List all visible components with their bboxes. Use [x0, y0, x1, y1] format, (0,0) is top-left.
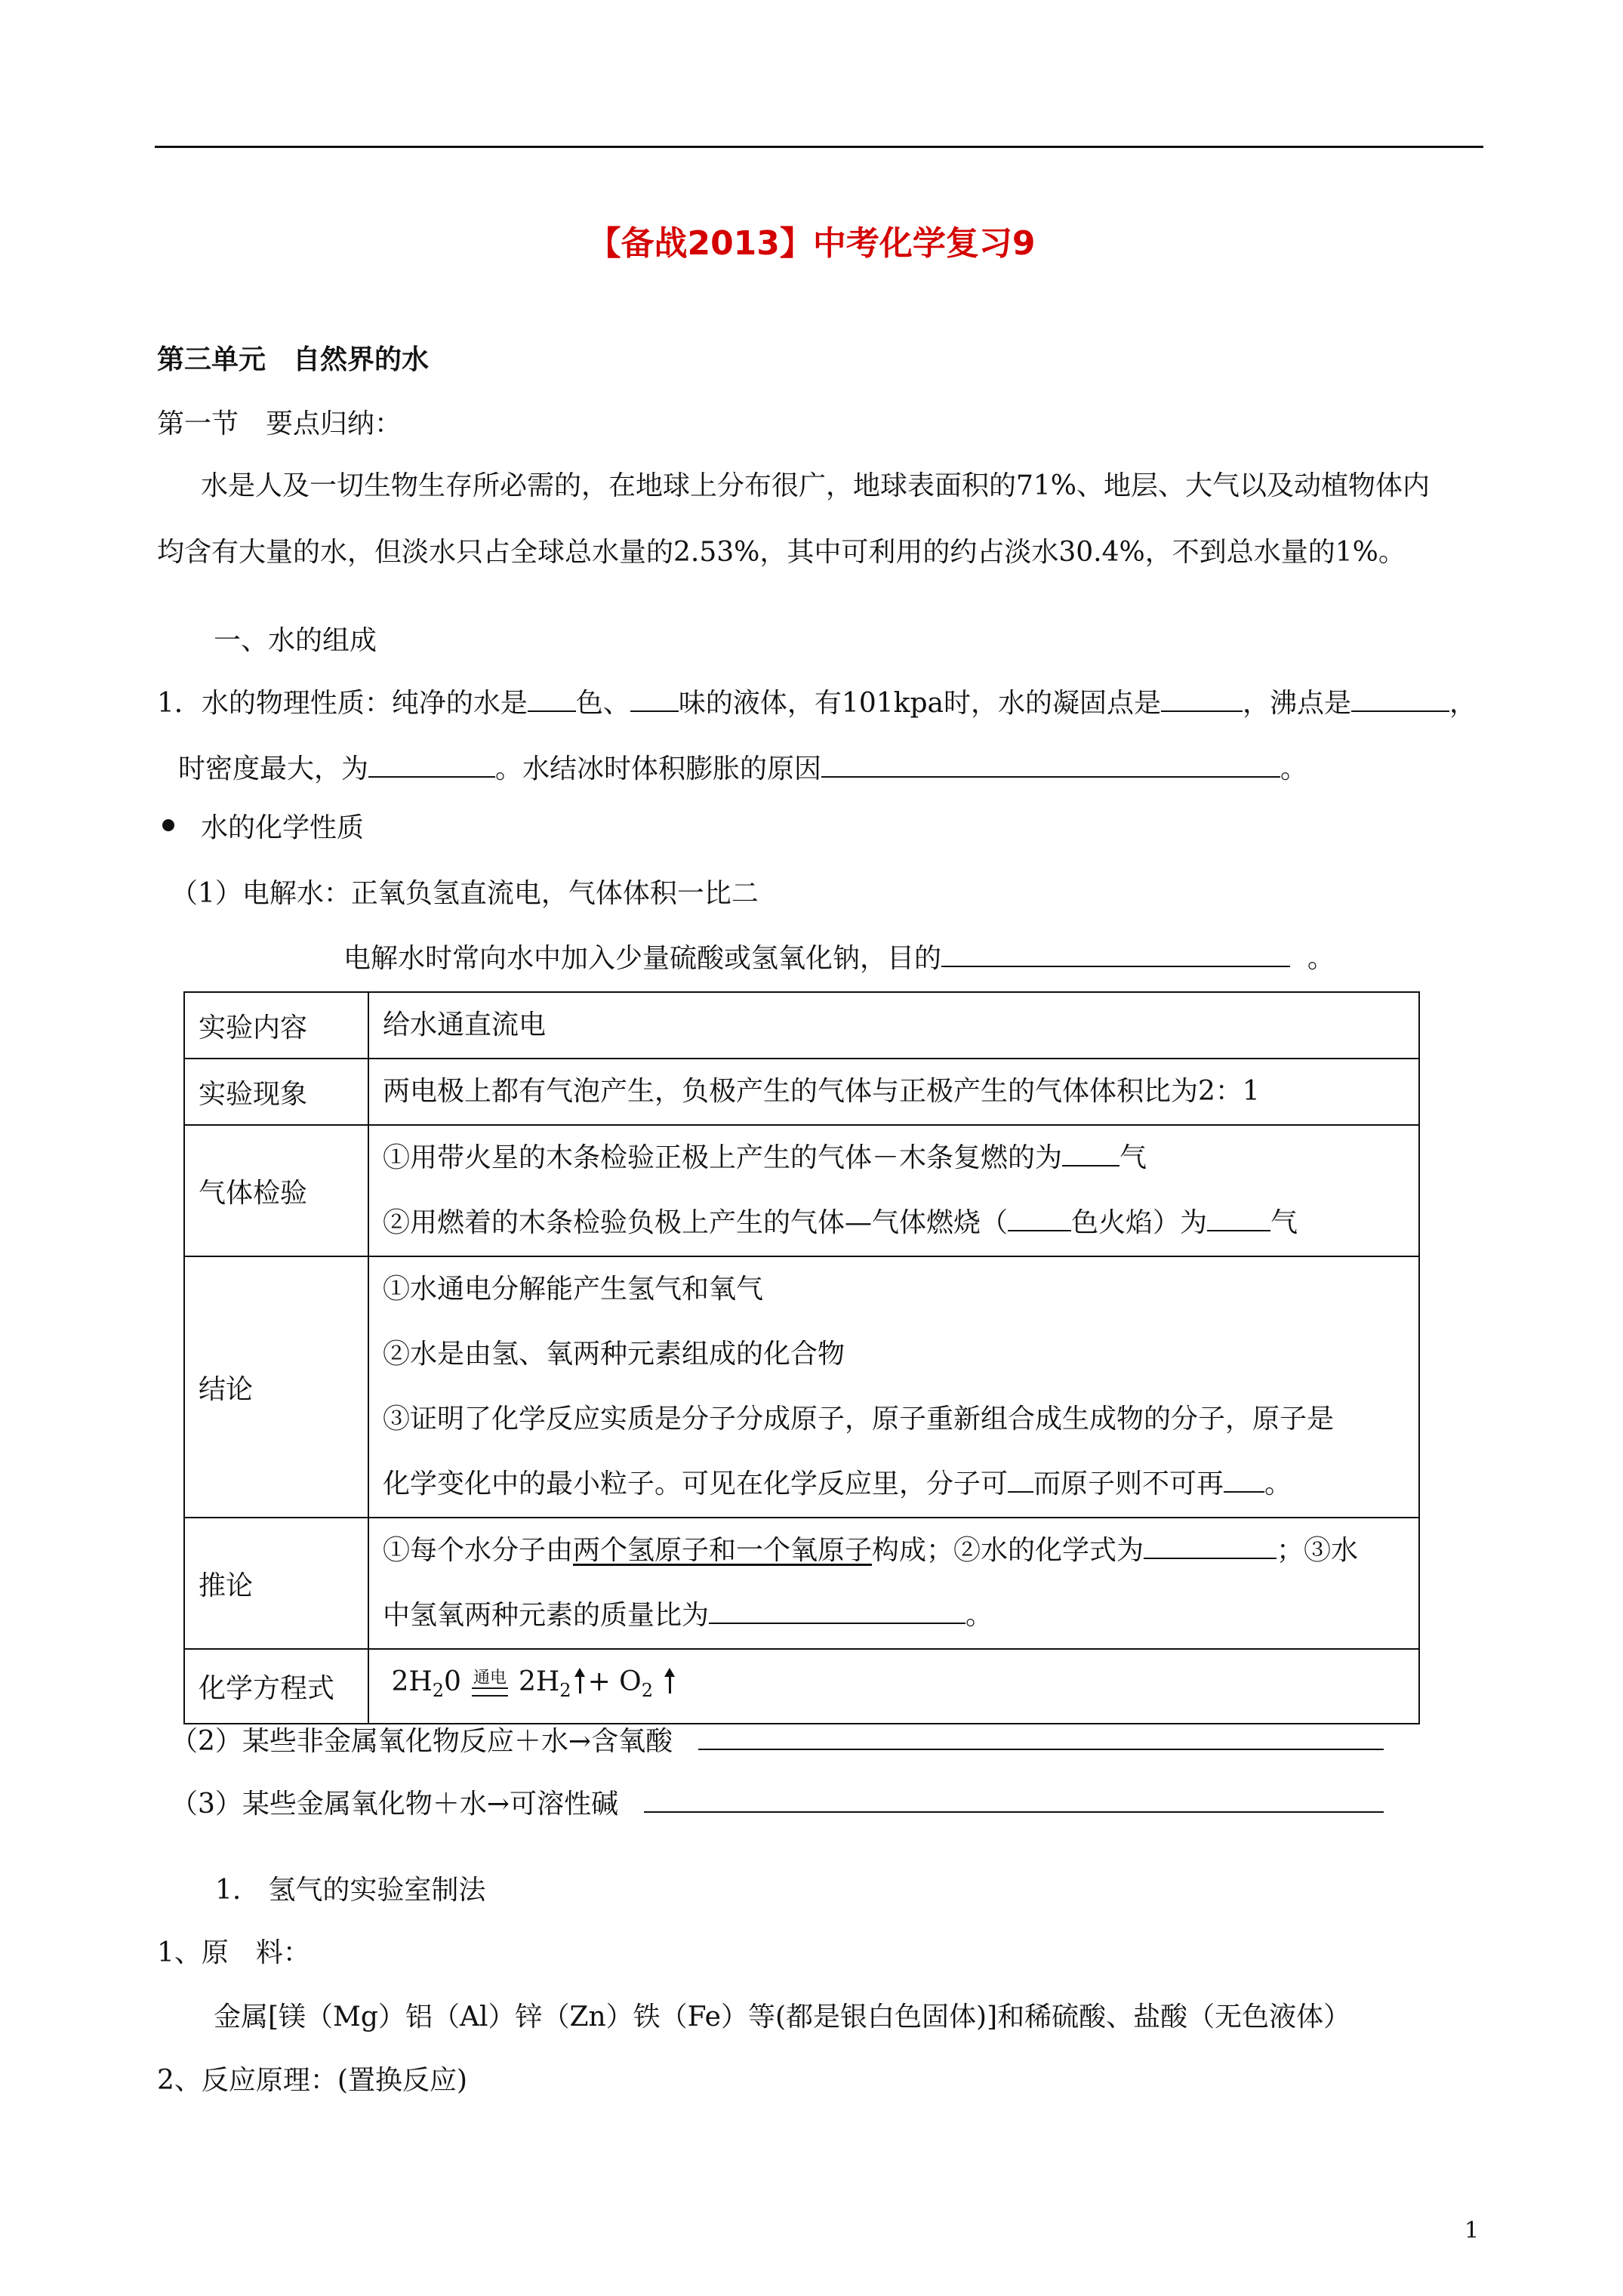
table-value: ①每个水分子由两个氢原子和一个氧原子构成；②水的化学式为 ；③水 中氢氧两种元素的质量比为 。 — [368, 1518, 1419, 1649]
up-arrow-icon — [576, 1668, 584, 1693]
table-value: ①用带火星的木条检验正极上产生的气体－木条复燃的为 气 ②用燃着的木条检验负极上产生的气体—气体燃烧（ 色火焰）为 气 — [368, 1125, 1419, 1256]
electrolysis-line-1: （1）电解水：正氧负氢直流电，气体体积一比二 — [171, 878, 759, 909]
table-key: 实验内容 — [184, 992, 368, 1059]
blank — [1351, 688, 1449, 712]
table-value: 两电极上都有气泡产生，负极产生的气体与正极产生的气体体积比为2：1 — [368, 1059, 1419, 1125]
hydrogen-heading: 1. 氢气的实验室制法 — [215, 1875, 486, 1906]
blank — [528, 688, 576, 712]
blank — [644, 1789, 1384, 1813]
header-rule — [155, 146, 1483, 148]
reaction-line-2: （2）某些非金属氧化物反应＋水→含氧酸 — [171, 1725, 1384, 1758]
blank — [1062, 1142, 1119, 1166]
bullet-icon — [162, 819, 174, 831]
table-row — [184, 1256, 1419, 1518]
raw-material-label: 1、原 料： — [157, 1937, 310, 1968]
intro-line-2: 均含有大量的水，但淡水只占全球总水量的2.53%，其中可利用的约占淡水30.4%，不到总水量的1%。 — [157, 537, 1406, 568]
electrolysis-line-2: 电解水时常向水中加入少量硫酸或氢氧化钠，目的 。 — [343, 943, 1335, 974]
table-value: 给水通直流电 — [368, 992, 1419, 1059]
blank — [821, 754, 1280, 778]
unit-heading: 第三单元 自然界的水 — [157, 344, 430, 375]
blank — [1224, 1469, 1264, 1493]
blank — [1008, 1207, 1071, 1231]
blank — [941, 943, 1290, 967]
blank — [1161, 688, 1243, 712]
blank — [368, 754, 495, 778]
blank — [630, 688, 679, 712]
part1-heading: 一、水的组成 — [214, 625, 377, 656]
blank — [709, 1600, 965, 1624]
blank — [1008, 1469, 1033, 1493]
chemical-equation: $2H_20$ 通电 $2H_2 + O_2$ — [383, 1650, 1405, 1723]
section-heading: 第一节 要点归纳： — [157, 408, 402, 439]
table-row — [184, 1125, 1419, 1256]
reaction-principle: 2、反应原理：(置换反应) — [157, 2065, 467, 2096]
table-key: 结论 — [184, 1256, 368, 1518]
question-1-line-1: 1．水的物理性质：纯净的水是 色、 味的液体，有101kpa时，水的凝固点是 ，沸点是 ， — [157, 688, 1477, 719]
table-row — [184, 1649, 1419, 1724]
up-arrow-icon — [666, 1668, 673, 1693]
chem-heading: 水的化学性质 — [201, 812, 365, 843]
reaction-condition: 通电 — [472, 1669, 508, 1697]
intro-line-1: 水是人及一切生物生存所必需的，在地球上分布很广，地球表面积的71%、地层、大气以及动植物体内 — [201, 470, 1431, 501]
raw-material-text: 金属[镁（Mg）铝（Al）锌（Zn）铁（Fe）等(都是银白色固体)]和稀硫酸、盐酸（无色液体） — [214, 2002, 1351, 2032]
table-value — [368, 1649, 1419, 1724]
table-row — [184, 1518, 1419, 1649]
table-row — [184, 1059, 1419, 1125]
page-title: 【备战2013】中考化学复习9 — [587, 224, 1036, 263]
table-key: 推论 — [184, 1518, 368, 1649]
page-number: 1 — [1464, 2217, 1480, 2244]
table-row — [184, 992, 1419, 1059]
experiment-table — [183, 991, 1420, 1724]
table-value: ①水通电分解能产生氢气和氧气 ②水是由氢、氧两种元素组成的化合物 ③证明了化学反应实质是分子分成原子，原子重新组合成生成物的分子，原子是 化学变化中的最小粒子。可见在化学反应里，分子可 而原子则不可再 。 — [368, 1256, 1419, 1518]
blank — [1144, 1535, 1277, 1559]
blank — [698, 1726, 1384, 1750]
blank — [1207, 1207, 1270, 1231]
question-1-line-2: 时密度最大，为 。水结冰时体积膨胀的原因 。 — [178, 754, 1308, 784]
table-key: 化学方程式 — [184, 1649, 368, 1724]
reaction-line-3: （3）某些金属氧化物＋水→可溶性碱 — [171, 1788, 1384, 1821]
table-key: 气体检验 — [184, 1125, 368, 1256]
table-key: 实验现象 — [184, 1059, 368, 1125]
